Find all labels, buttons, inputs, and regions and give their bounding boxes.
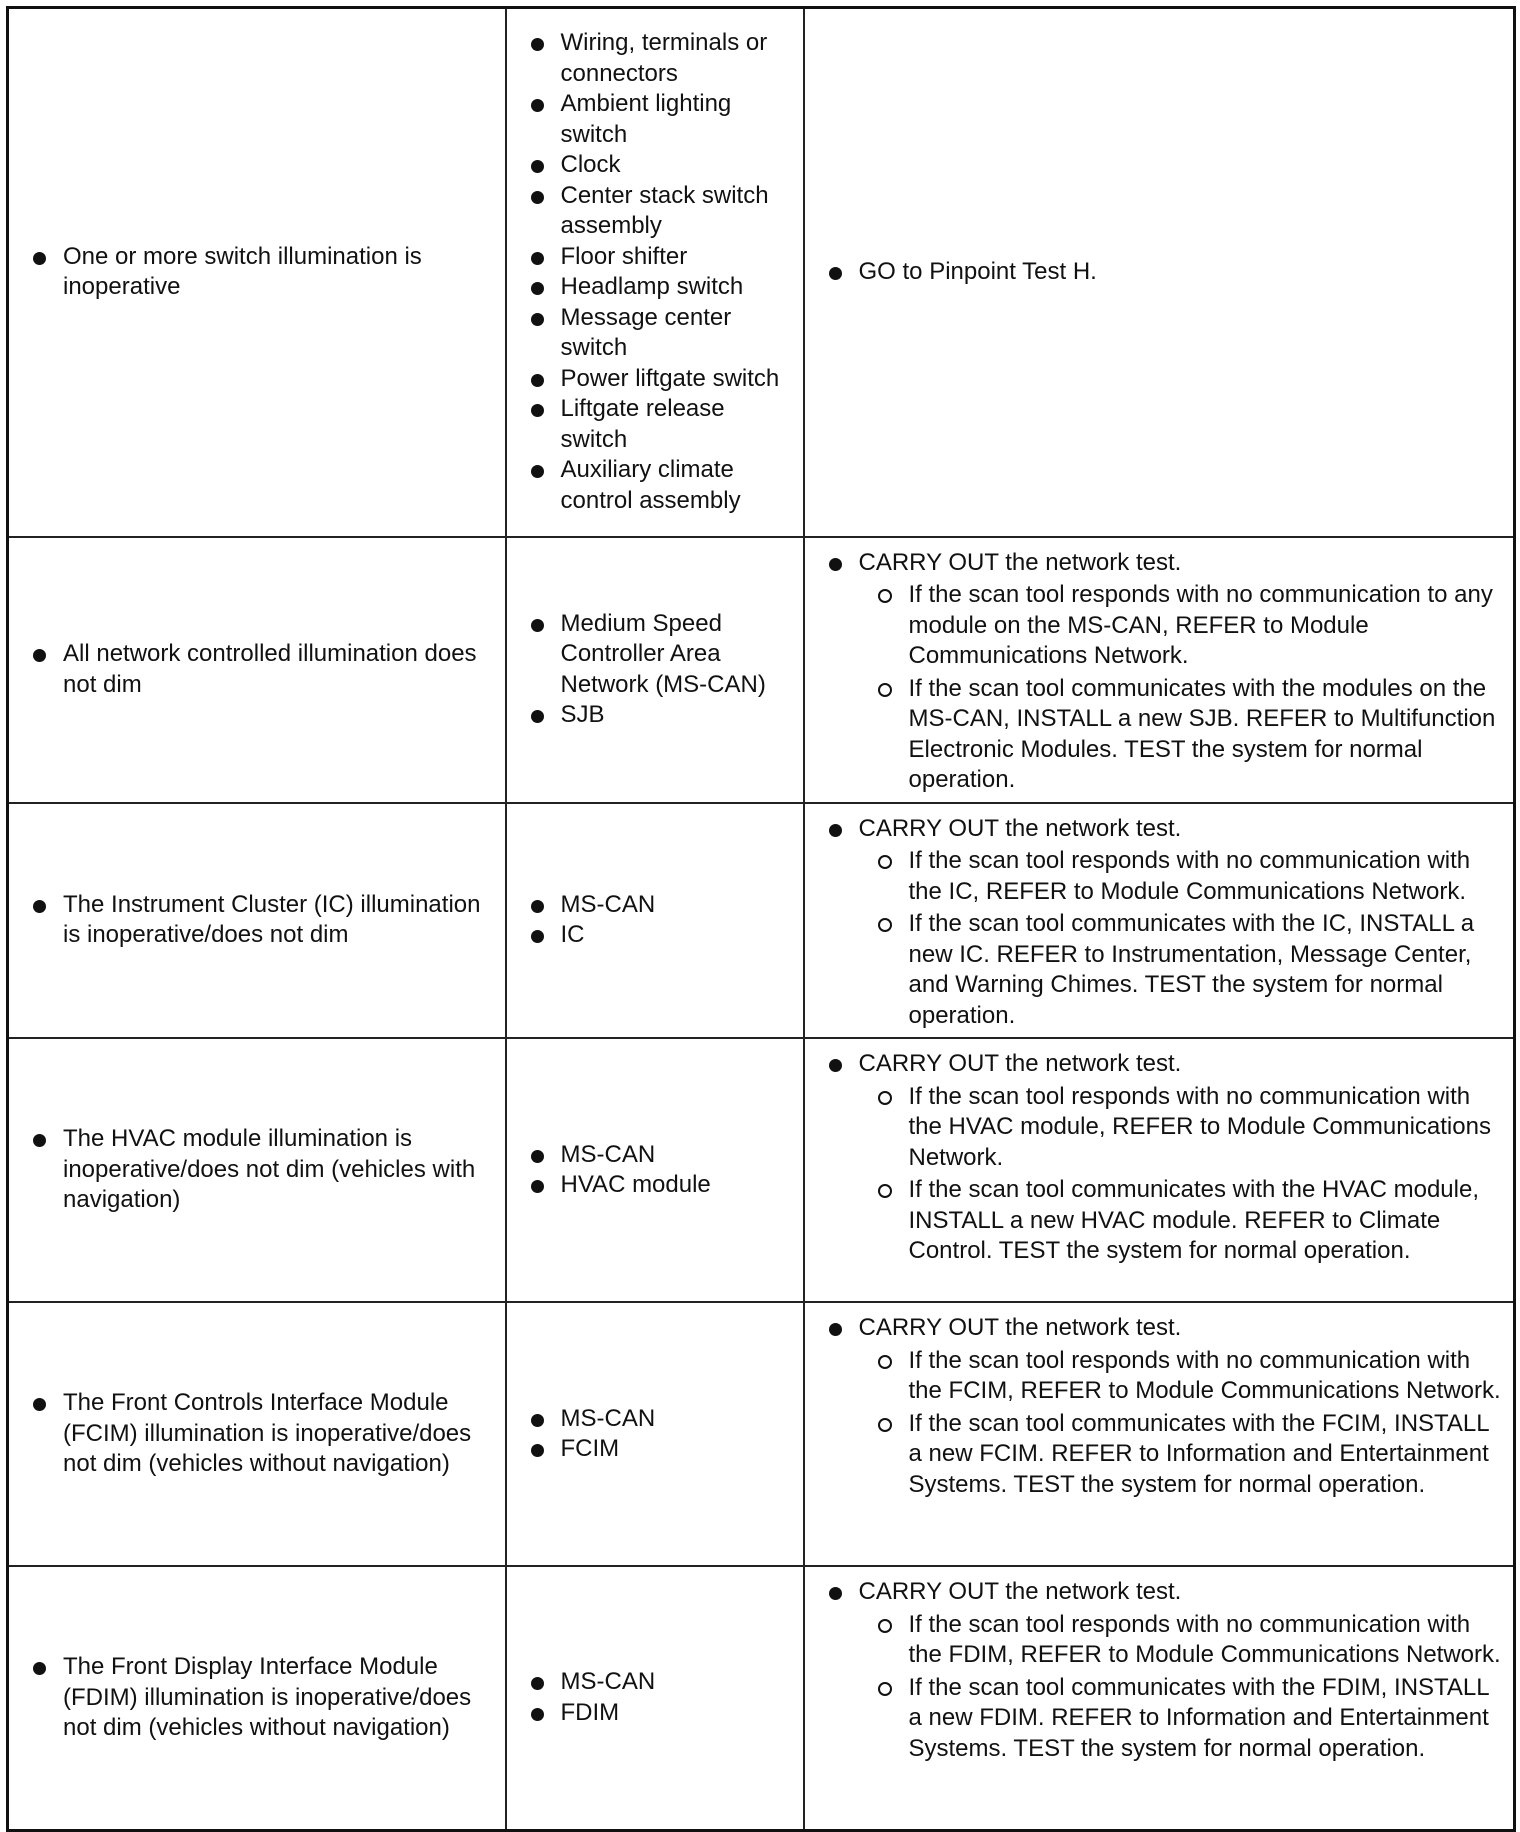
subaction-list	[859, 1082, 1506, 1267]
action-cell	[804, 803, 1515, 1039]
source-item: Wiring, terminals or connectors	[517, 28, 795, 89]
action-item	[815, 1577, 1506, 1764]
table-row	[8, 1302, 1515, 1566]
action-list	[815, 1577, 1506, 1764]
condition-item: The Front Controls Interface Module (FCIM) illumination is inoperative/does not dim (vehicles without navigation)	[19, 1388, 497, 1480]
source-item: Floor shifter	[517, 242, 795, 273]
possible-sources-list	[517, 28, 795, 516]
action-list	[815, 814, 1506, 1032]
condition-list	[19, 890, 497, 951]
table-row	[8, 8, 1515, 537]
source-item: Liftgate release switch	[517, 394, 795, 455]
subaction-item: If the scan tool responds with no communication with the IC, REFER to Module Communications Network.	[865, 846, 1506, 907]
condition-list	[19, 639, 497, 700]
subaction-item: If the scan tool communicates with the modules on the MS-CAN, INSTALL a new SJB. REFER to Multifunction Electronic Modules. TEST the system for normal operation.	[865, 674, 1506, 796]
source-item: HVAC module	[517, 1170, 795, 1201]
possible-sources-cell	[506, 537, 804, 803]
condition-item: All network controlled illumination does not dim	[19, 639, 497, 700]
subaction-item: If the scan tool communicates with the IC, INSTALL a new IC. REFER to Instrumentation, Message Center, and Warning Chimes. TEST the system for normal operation.	[865, 909, 1506, 1031]
action-text: CARRY OUT the network test.	[858, 548, 1182, 576]
source-item: IC	[517, 920, 795, 951]
action-item	[815, 1313, 1506, 1500]
source-item: Headlamp switch	[517, 272, 795, 303]
action-cell	[804, 1302, 1515, 1566]
action-item	[815, 814, 1506, 1032]
subaction-list	[859, 846, 1506, 1031]
source-item: Clock	[517, 150, 795, 181]
action-cell	[804, 8, 1515, 537]
possible-sources-list	[517, 609, 795, 731]
condition-list	[19, 242, 497, 303]
source-item: Medium Speed Controller Area Network (MS-CAN)	[517, 609, 795, 701]
possible-sources-list	[517, 1140, 795, 1201]
action-cell	[804, 537, 1515, 803]
source-item: MS-CAN	[517, 1140, 795, 1171]
subaction-item: If the scan tool responds with no communication with the FCIM, REFER to Module Communications Network.	[865, 1346, 1506, 1407]
subaction-item: If the scan tool responds with no communication with the FDIM, REFER to Module Communications Network.	[865, 1610, 1506, 1671]
action-text: CARRY OUT the network test.	[858, 1314, 1182, 1341]
condition-cell	[8, 8, 506, 537]
condition-cell	[8, 537, 506, 803]
subaction-item: If the scan tool communicates with the FDIM, INSTALL a new FDIM. REFER to Information and Entertainment Systems. TEST the system for normal operation.	[865, 1673, 1506, 1765]
subaction-item: If the scan tool communicates with the FCIM, INSTALL a new FCIM. REFER to Information and Entertainment Systems. TEST the system for normal operation.	[865, 1409, 1506, 1501]
action-list	[815, 548, 1506, 796]
source-item: Ambient lighting switch	[517, 89, 795, 150]
possible-sources-list	[517, 890, 795, 951]
condition-cell	[8, 1302, 506, 1566]
possible-sources-cell	[506, 1302, 804, 1566]
subaction-list	[859, 580, 1506, 796]
action-item	[815, 548, 1506, 796]
source-item: Message center switch	[517, 303, 795, 364]
condition-cell	[8, 803, 506, 1039]
table-row	[8, 1566, 1515, 1830]
source-item: FCIM	[517, 1434, 795, 1465]
action-text: CARRY OUT the network test.	[858, 1050, 1182, 1077]
symptom-chart-body	[8, 8, 1515, 1831]
action-list	[815, 257, 1506, 288]
source-item: MS-CAN	[517, 890, 795, 921]
action-cell	[804, 1038, 1515, 1302]
possible-sources-cell	[506, 8, 804, 537]
condition-cell	[8, 1038, 506, 1302]
source-item: FDIM	[517, 1698, 795, 1729]
condition-item: The HVAC module illumination is inoperative/does not dim (vehicles with navigation)	[19, 1124, 497, 1216]
condition-cell	[8, 1566, 506, 1830]
action-cell	[804, 1566, 1515, 1830]
symptom-chart-table	[6, 6, 1516, 1832]
condition-item: The Front Display Interface Module (FDIM) illumination is inoperative/does not dim (vehicles without navigation)	[19, 1652, 497, 1744]
table-row	[8, 1038, 1515, 1302]
source-item: Center stack switch assembly	[517, 181, 795, 242]
source-item: SJB	[517, 700, 795, 731]
subaction-list	[859, 1610, 1506, 1765]
action-text: CARRY OUT the network test.	[858, 1578, 1182, 1605]
condition-list	[19, 1652, 497, 1744]
action-item	[815, 1049, 1506, 1267]
possible-sources-cell	[506, 803, 804, 1039]
possible-sources-cell	[506, 1566, 804, 1830]
table-row	[8, 803, 1515, 1039]
subaction-item: If the scan tool communicates with the HVAC module, INSTALL a new HVAC module. REFER to Climate Control. TEST the system for normal operation.	[865, 1175, 1506, 1267]
condition-item: The Instrument Cluster (IC) illumination is inoperative/does not dim	[19, 890, 497, 951]
source-item: Power liftgate switch	[517, 364, 795, 395]
possible-sources-list	[517, 1404, 795, 1465]
condition-item: One or more switch illumination is inoperative	[19, 242, 497, 303]
subaction-item: If the scan tool responds with no communication to any module on the MS-CAN, REFER to Module Communications Network.	[865, 580, 1506, 672]
subaction-list	[859, 1346, 1506, 1501]
condition-list	[19, 1124, 497, 1216]
condition-list	[19, 1388, 497, 1480]
source-item: MS-CAN	[517, 1667, 795, 1698]
action-item: GO to Pinpoint Test H.	[815, 257, 1506, 288]
table-row	[8, 537, 1515, 803]
source-item: Auxiliary climate control assembly	[517, 455, 795, 516]
action-text: CARRY OUT the network test.	[858, 814, 1182, 842]
possible-sources-cell	[506, 1038, 804, 1302]
subaction-item: If the scan tool responds with no communication with the HVAC module, REFER to Module Communications Network.	[865, 1082, 1506, 1174]
source-item: MS-CAN	[517, 1404, 795, 1435]
possible-sources-list	[517, 1667, 795, 1728]
action-list	[815, 1049, 1506, 1267]
action-list	[815, 1313, 1506, 1500]
